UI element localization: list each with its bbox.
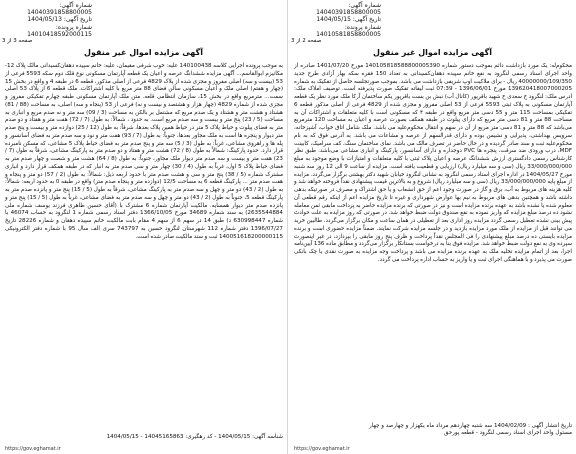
page-number: صفحه 3 از 3 xyxy=(2,38,33,44)
website-link[interactable]: https://gov.eghamat.ir xyxy=(5,446,61,452)
notice-title: آگهی مزایده اموال غیر منقول xyxy=(84,48,203,57)
notice-body xyxy=(5,63,283,241)
notice-body xyxy=(294,63,572,265)
notice-left xyxy=(2,0,285,454)
page-number: صفحه 2 از 3 xyxy=(291,38,322,44)
notice-number: شماره آگهی: 14040391858800005 xyxy=(27,2,92,17)
notice-number: شماره آگهی: 14040391858800005 xyxy=(316,2,381,17)
notice-body-text: به موجب پرونده اجرایی کلاسه 140100438 علیه: خوب شرفی مقیمان، علیه: خانم سپیده دهقان‌کسیدانی مالک پلاک 12- مکانیزم ابوالقاسم... آگهی مزایده ششدانگ عرصه و اعیان یک قطعه آپارتمان مسکونی نوع قلک دوم سکه 5593 فرعی از 53 (بیست و سه) اصلی مفروز و مجزی شده از پلاک 4829 فرعی از اصلی مذکور، قطعه 6 در طبقه 4 و واقع در بخش 15 (چهار و هفتم) اصلی ملک و اعیان مسکونی سالن فضای 88 متر مربع با کلیه اشتراکات. ملک قطعه 6 از پلاک 53 اصلی سمت... مترمربع واقع در بخش 15، سازمان انتظامی قلعه. متن ملک آپارتمان مسکونی طبقه چهارم تفکیکی مفروز و مجزی شده از شماره 4829 (چهار هزار و هشتصد و بیست و نه) فرعی از 53 (پنجاه و سه) اصلی، به مساحت (88 / 81) هشتاد و هشت متر و هشتاد و یک صدم مربع که مشتمل بر بالکن به مساحت (3 / 09) سه متر و نه صدم مربع و انباری به مساحت (5 / 23) پنج متر و بیست و سه صدم مربع است. به حدود ، شمالاً: به طول (7 / 72) هفت متر و هفتاد و دو صدم متر به فضای پیلوت و حیاط پلاک 5 متر در حیاط همین پلاک بعدها، شرقاً: به طول (12 / 25) دوازده متر و بیست و پنج صدم متر دیوار و پنجره ها است به ملک مجاور بعدها، جنوباً: به طول (7 / 93) هفت متر و نود و سه صدم متر به فضای آسانسور و پله ها و راهروی مشاعی، غرباً: به طول (3 / 5) سه متر و پنج صدم متر به فضای حیاط پلاک 5 مشاعی، که مسکن نامبرده قرار دارد. حدود پارکینگ: شمالاً به طول (8 / 72) هشت متر و هفتاد و دو صدم متر به پارکینگ مشاعی، شرقاً به طول (7 / 23) هفت متر و بیست و سه صدم متر دیوار ملک مجاور، جنوباً: به طول (8 / 64) هشت متر و شصت و چهار صدم متر به فضای حیاط پلاک 5 اول، غرباً به طول (4 / 30) چهار متر و سی صدم متر به انبار که در طبقه همکف قرار دارد و انباری مشترک شماره (5 / 38) پنج متر و سی و هشت صدم متر با حدود اربعه ذیل: شمالاً: به طول (2 / 57) دو متر و پنجاه و هفت صدم متر ... پارکینگ قطعه 6 به مساحت 12/5 (دوازده متر و پنجاه صدم متر) واقع در طبقه 0 به حدود اربعه: شمالاً: به طول (2 / 43) دو متر و چهل و سه صدم متر به پارکینگ مشاعی، شرقاً به طول (5 / 15) پنج متر و پانزده صدم متر به پارکینگ قطعه 5، جنوباً به طول (2 / 43) دو متر و چهل و سه صدم متر به فضای مشاعی، غرباً به طول (5 / 15) پنج متر و پانزده صدم متر دیوار همسایه. مالکیت آپارتمان شماره 6 مشترک با (آقای حسین طاهری فرزند یوسف شماره ملی 2635544884) به سند شماره 34689 مورخ 1366/10/05 دفتر اسناد رسمی شماره 1 لنگرود به حساب 46074 با شماره 630998447 د) طبق 14 در سهم 6 از سهم 4 مقام بابت مالکیت خانم سپیده دهقان و شماره 28226 تاریخ 1396/07/27 دفتر شماره 112 شهرستان لنگرود حسین به 743797 سری الف سال 95 با شماره دفتر الکترونیکی 140051618200000115 ثبت و سند مالکیت صادر شده است. xyxy=(5,63,284,240)
tracking-code: شناسه آگهی: 1404/05/15 - کد رهگیری: 14045165863 - 1404/05/15 xyxy=(106,434,283,440)
notice-meta xyxy=(2,2,92,38)
notice-footer xyxy=(5,434,283,441)
website-link[interactable]: https://gov.eghamat.ir xyxy=(294,446,350,452)
case-number: شماره پرونده: 14010581858800005 xyxy=(316,23,381,38)
case-number: شماره پرونده: 14010418592000115 xyxy=(27,23,92,38)
notice-footer xyxy=(294,423,572,438)
column-divider xyxy=(287,0,288,454)
notice-date: تاریخ آگهی: 1404/05/15 xyxy=(316,16,381,24)
publish-date: تاریخ انتشار آگهی : 1404/02/09 سه شنبه چهاردهم مرداد ماه یکهزار و چهارصد و چهار xyxy=(369,423,572,429)
notice-date: تاریخ آگهی: 1404/05/13 xyxy=(27,16,92,24)
notice-right xyxy=(291,0,574,454)
notice-title: آگهی مزایده اموال غیر منقول xyxy=(373,48,492,57)
notice-meta xyxy=(291,2,381,38)
signatory: مسئول واحد اجرای اسناد رسمی لنگرود - قطعه پورحق xyxy=(444,430,572,437)
notice-body-text: محکوم‌له: یک مورد بازداشت دائم بموجب دستور شماره 140105818588800005390 مورخ 1401/07/20 صادره از واحد اجرای اسناد رسمی لنگرود به نفع خانم سپیده دهقان‌کسیدانی به تعداد 150 فقره سکه بهار آزادی طرح جدید 40000000/109/350 ریال - برای ملاکیت اوپ شریفی بازداشت می باشد. بموجب صورتجلسه حاصل از تفکیک به شماره 139620418007000205 مورخ 1396/06/01 - 07:39 ثبت لیفاته تفکیک صورت پذیرفته است. توصیف املاک ملک: ادرس ملک: لنگرود خ سعدی خ شهید باقرپور (کانال آب) نبش بن بست باقرپور یکم ساختمان آرکا ملک مورد نظر یک قطعه آپارتمان مسکونی به پلاک ثبتی 5593 فرعی از 53 اصلی مفروز و مجزی شده از 4829 فرعی از اصلی مذکور قطعه 6 تفکیکی بمساحت 115 متر و 55 دسی متر مربع واقع در طبقه ۴ که مسکونی است با کلیه متعلقات و اشتراکات آن به مساحت 88 متر و 81 دسی متر مربع که دارای پیلوت در طبقه همکف بصورت عرصه و اعیان به مساحت 120 مترمربع می‌باشد که 88 متر و 81 دسی متر مربع از آن در سهم و انتقال محکوم‌علیه می باشد. ملک شامل اتاق خواب، آشپزخانه، سرویس بهداشتی، پذیرایی و نشیمن بوده و دارای قدرالسهم از عرصه و مشاعات می باشد. به آدرس فوق که به نام محکوم‌علیه ثبت و سند صادر گردیده و در حال حاضر در تصرف مالک می باشد. نمای ساختمان سنگ، کف سرامیک، کابینت MDF، درب ورودی ضد سرقت، پنجره ها PVC دوجداره و دارای آسانسور، پارکینگ و انباری مشاعی می‌باشد. طبق نظر کارشناس رسمی دادگستری ارزش ششدانگ عرصه و اعیان پلاک ثبتی با کلیه متعلقات و امتیازات با وضع موجود به مبلغ 33/000/000/000 ریال (سی و سه میلیارد ریال) ارزیابی و قطعیت یافته است. مزایده از ساعت 9 الی 12 روز سه شنبه مورخ 1404/05/27 در اداره اجرای اسناد رسمی لنگرود به نشانی لنگرود خیابان شهید دکتر بهشتی برگزار می‌گردد. مزایده از مبلغ پایه 33/000/000/000 ریال (سی و سه میلیارد ریال) شروع و به بالاترین قیمت پیشنهادی نقداً فروخته خواهد شد و کلیه هزینه های مربوط به آب، برق و گاز در صورت وجود اعم از حق انشعاب و یا حق اشتراک و مصرف در صورتیکه بدهی داشته باشد و همچنین بدهی های مربوط به نیم بها عوارض شهرداری و غیره تا تاریخ مزایده اعم از اینکه رقم قطعی آن معلوم شده یا نشده باشد به عهده برنده مزایده است و نیز در صورتی که برنده مزایده حاضر به پرداخت مابقی ثمن معامله نشود ده درصد مبلغ مزایده که واریز نموده به نفع صندوق دولت ضبط خواهد شد. در صورتی که روز مزایده به علت حوادث پیش بینی نشده تعطیل رسمی گردد مزایده روز اداری بعد از تعطیلی در همان ساعت و مکان برگزار می‌گردد. طالبین خرید می توانند قبل از مزایده از ملک مورد مزایده بازدید و در جلسه مزایده شرکت نمایند. ضمناً مزایده حضوری است و برنده مزایده بایستی ده درصد مبلغ پیشنهادی را فی المجلس نقداً پرداخت و ظرف پنج روز مابقی را بپردازد، در غیر اینصورت سپرده وی به نفع دولت ضبط خواهد شد. مزایده فوق بنا به درخواست بستانکار برگزار می‌گردد و مطابق ماده 136 آیین‌نامه اجرا، بعد از اتمام مزایده تخلیه ملک به عهده برنده مزایده می باشد و پرداخت وجه مزایده به صورت نقدی یا چک بانکی صورت می پذیرد و با هماهنگی اجرای ثبت و یا واریز به حساب اداره پرداخت می گردد. xyxy=(294,63,573,263)
